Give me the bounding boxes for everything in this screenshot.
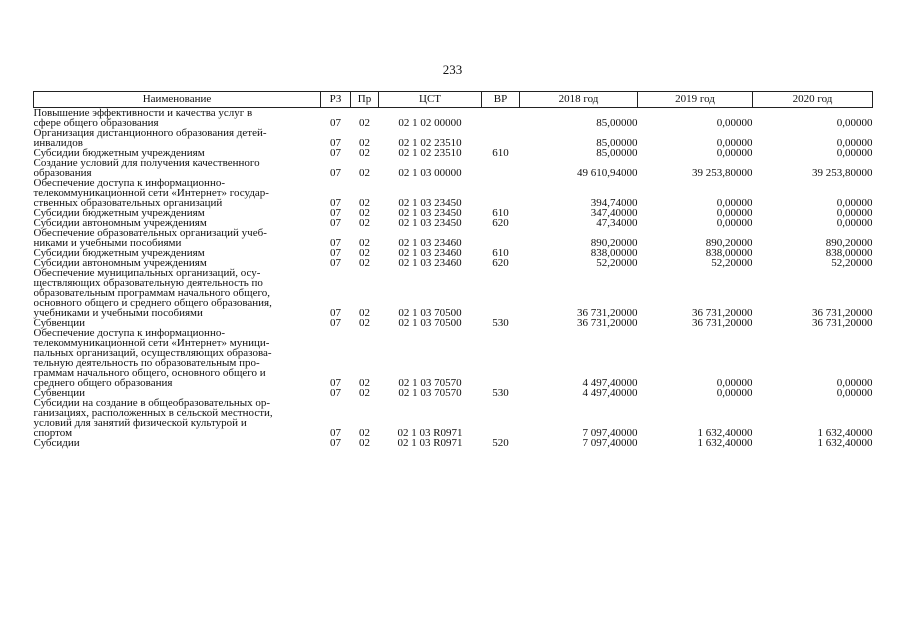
row-rz: 07 <box>330 437 341 449</box>
row-value-2020: 0,00000 <box>836 117 873 129</box>
table-row <box>34 328 873 388</box>
row-cst: 02 1 03 70570 <box>398 387 462 399</box>
row-cst: 02 1 03 70500 <box>398 307 462 319</box>
row-vr: 610 <box>492 247 509 259</box>
row-cst: 02 1 03 23460 <box>398 247 462 259</box>
row-rz: 07 <box>330 377 341 389</box>
row-value-2018: 47,34000 <box>596 217 638 229</box>
header-cst: ЦСТ <box>379 92 482 108</box>
row-name-line: Создание условий для получения качественного <box>33 157 260 169</box>
row-cst: 02 1 03 23450 <box>398 197 462 209</box>
row-name-line: Субсидии автономным учреждениям <box>33 217 207 229</box>
row-rz: 07 <box>330 307 341 319</box>
row-value-2018: 4 497,40000 <box>582 387 638 399</box>
row-value-2019: 0,00000 <box>716 137 753 149</box>
row-name-line: ганизациях, расположенных в сельской местности, <box>33 407 273 419</box>
row-value-2019: 39 253,80000 <box>692 167 753 179</box>
row-value-2018: 7 097,40000 <box>582 437 638 449</box>
row-name-line: Субсидии автономным учреждениям <box>33 257 207 269</box>
row-name-line: инвалидов <box>33 137 83 149</box>
row-cst: 02 1 03 70500 <box>398 317 462 329</box>
table-row <box>34 158 873 178</box>
row-value-2020: 1 632,40000 <box>817 437 873 449</box>
row-name-line: телекоммуникационной сети «Интернет» государ- <box>33 187 269 199</box>
header-2020: 2020 год <box>753 92 873 108</box>
row-value-2020: 0,00000 <box>836 137 873 149</box>
row-name-line: Субсидии бюджетным учреждениям <box>33 247 205 259</box>
row-name <box>34 438 321 448</box>
row-cst: 02 1 03 23460 <box>398 257 462 269</box>
row-rz: 07 <box>330 167 341 179</box>
row-value-2019: 890,20000 <box>705 237 753 249</box>
row-name-line: образовательным программам начального общего, <box>33 287 270 299</box>
table-row <box>34 228 873 248</box>
header-pr: Пр <box>351 92 379 108</box>
row-value-2020: 36 731,20000 <box>812 317 873 329</box>
row-value-2019: 0,00000 <box>716 377 753 389</box>
header-rz: РЗ <box>321 92 351 108</box>
row-cst: 02 1 02 23510 <box>398 137 462 149</box>
row-pr: 02 <box>359 137 370 149</box>
row-value-2019: 52,20000 <box>711 257 753 269</box>
row-name-line: граммам начального общего, основного общего и <box>33 367 266 379</box>
row-vr: 610 <box>492 207 509 219</box>
row-vr <box>482 328 520 388</box>
row-value-2018: 7 097,40000 <box>582 427 638 439</box>
row-value-2020: 0,00000 <box>836 197 873 209</box>
row-value-2019: 0,00000 <box>716 217 753 229</box>
row-pr: 02 <box>359 207 370 219</box>
row-pr: 02 <box>359 437 370 449</box>
row-name-line: Организация дистанционного образования детей- <box>33 127 267 139</box>
table-row <box>34 438 873 448</box>
table-row <box>34 108 873 129</box>
row-name-line: Обеспечение муниципальных организаций, осу- <box>33 267 261 279</box>
row-name-line: Субсидии бюджетным учреждениям <box>33 147 205 159</box>
row-value-2020: 0,00000 <box>836 207 873 219</box>
row-cst: 02 1 02 00000 <box>398 117 462 129</box>
row-value-2018: 347,40000 <box>590 207 638 219</box>
row-name <box>34 178 321 208</box>
row-name-line: тельную деятельность по образовательным про- <box>33 357 260 369</box>
row-value-2019: 0,00000 <box>716 147 753 159</box>
row-name <box>34 228 321 248</box>
row-cst: 02 1 03 00000 <box>398 167 462 179</box>
row-pr: 02 <box>359 237 370 249</box>
row-name-line: образования <box>33 167 92 179</box>
row-value-2019: 36 731,20000 <box>692 307 753 319</box>
row-value-2019: 838,00000 <box>705 247 753 259</box>
row-cst: 02 1 03 23460 <box>398 237 462 249</box>
row-rz: 07 <box>330 237 341 249</box>
row-cst: 02 1 03 23450 <box>398 217 462 229</box>
row-value-2019: 0,00000 <box>716 387 753 399</box>
row-cst: 02 1 03 R0971 <box>397 437 463 449</box>
row-name <box>34 328 321 388</box>
page-number: 233 <box>442 62 463 77</box>
row-pr: 02 <box>359 117 370 129</box>
row-value-2018: 890,20000 <box>590 237 638 249</box>
row-value-2020: 36 731,20000 <box>812 307 873 319</box>
table-row <box>34 128 873 148</box>
row-name-line: сфере общего образования <box>33 117 159 129</box>
row-name-line: Субвенции <box>33 317 86 329</box>
row-pr: 02 <box>359 427 370 439</box>
row-cst: 02 1 02 23510 <box>398 147 462 159</box>
row-value-2019: 1 632,40000 <box>697 427 753 439</box>
row-value-2019: 0,00000 <box>716 207 753 219</box>
row-value-2018: 4 497,40000 <box>582 377 638 389</box>
row-value-2018: 49 610,94000 <box>577 167 638 179</box>
row-name-line: Субвенции <box>33 387 86 399</box>
row-value-2019: 0,00000 <box>716 117 753 129</box>
row-value-2020: 838,00000 <box>825 247 873 259</box>
row-name <box>34 158 321 178</box>
row-vr <box>482 268 520 318</box>
row-pr: 02 <box>359 387 370 399</box>
row-pr: 02 <box>359 217 370 229</box>
row-rz: 07 <box>330 207 341 219</box>
row-value-2020: 890,20000 <box>825 237 873 249</box>
row-name <box>34 268 321 318</box>
row-vr <box>482 228 520 248</box>
row-value-2019: 0,00000 <box>716 197 753 209</box>
row-pr: 02 <box>359 167 370 179</box>
row-pr: 02 <box>359 377 370 389</box>
row-value-2018: 838,00000 <box>590 247 638 259</box>
row-cst: 02 1 03 70570 <box>398 377 462 389</box>
row-name-line: Субсидии <box>33 437 80 449</box>
row-vr: 530 <box>492 387 509 399</box>
row-name-line: никами и учебными пособиями <box>33 237 182 249</box>
row-vr <box>482 128 520 148</box>
row-vr: 620 <box>492 257 509 269</box>
row-pr: 02 <box>359 147 370 159</box>
row-vr <box>482 178 520 208</box>
row-name-line: телекоммуникационной сети «Интернет» муници- <box>33 337 270 349</box>
row-cst: 02 1 03 R0971 <box>397 427 463 439</box>
row-vr <box>482 108 520 129</box>
row-name-line: Обеспечение образовательных организаций учеб- <box>33 227 267 239</box>
row-rz: 07 <box>330 317 341 329</box>
row-value-2020: 0,00000 <box>836 387 873 399</box>
row-value-2018: 36 731,20000 <box>577 307 638 319</box>
row-value-2018: 52,20000 <box>596 257 638 269</box>
row-rz: 07 <box>330 197 341 209</box>
row-name-line: Обеспечение доступа к информационно- <box>33 177 225 189</box>
row-name-line: пальных организаций, осуществляющих образова- <box>33 347 272 359</box>
row-name-line: Субсидии на создание в общеобразовательных ор- <box>33 397 271 409</box>
row-value-2018: 85,00000 <box>596 137 638 149</box>
row-cst: 02 1 03 23450 <box>398 207 462 219</box>
row-value-2020: 39 253,80000 <box>812 167 873 179</box>
header-2018: 2018 год <box>520 92 638 108</box>
row-rz: 07 <box>330 137 341 149</box>
row-name <box>34 128 321 148</box>
row-vr: 520 <box>492 437 509 449</box>
row-name-line: спортом <box>33 427 73 439</box>
row-vr <box>482 398 520 438</box>
row-rz: 07 <box>330 217 341 229</box>
row-pr: 02 <box>359 197 370 209</box>
row-value-2020: 0,00000 <box>836 217 873 229</box>
row-pr: 02 <box>359 257 370 269</box>
row-pr: 02 <box>359 317 370 329</box>
row-value-2020: 1 632,40000 <box>817 427 873 439</box>
row-rz: 07 <box>330 147 341 159</box>
header-2019: 2019 год <box>638 92 753 108</box>
row-name <box>34 108 321 129</box>
row-value-2020: 52,20000 <box>831 257 873 269</box>
row-value-2018: 85,00000 <box>596 117 638 129</box>
row-pr: 02 <box>359 307 370 319</box>
row-value-2020: 0,00000 <box>836 377 873 389</box>
table-row <box>34 268 873 318</box>
row-name-line: Субсидии бюджетным учреждениям <box>33 207 205 219</box>
row-name-line: учебниками и учебными пособиями <box>33 307 203 319</box>
row-vr: 610 <box>492 147 509 159</box>
row-name-line: ственных образовательных организаций <box>33 197 223 209</box>
row-value-2019: 1 632,40000 <box>697 437 753 449</box>
budget-table <box>33 91 873 448</box>
row-rz: 07 <box>330 427 341 439</box>
table-body <box>34 108 873 449</box>
row-vr: 620 <box>492 217 509 229</box>
row-value-2018: 36 731,20000 <box>577 317 638 329</box>
row-value-2019: 36 731,20000 <box>692 317 753 329</box>
header-vr: ВР <box>482 92 520 108</box>
table-header-row <box>34 92 873 108</box>
row-name-line: ществляющих образовательную деятельность по <box>33 277 263 289</box>
table-row <box>34 398 873 438</box>
row-value-2020: 0,00000 <box>836 147 873 159</box>
row-rz: 07 <box>330 117 341 129</box>
row-name <box>34 398 321 438</box>
row-name-line: основного общего и среднего общего образования, <box>33 297 272 309</box>
header-name: Наименование <box>34 92 321 108</box>
row-vr <box>482 158 520 178</box>
row-value-2018: 394,74000 <box>590 197 638 209</box>
row-name-line: среднего общего образования <box>33 377 173 389</box>
row-name-line: Обеспечение доступа к информационно- <box>33 327 225 339</box>
row-name-line: Повышение эффективности и качества услуг в <box>33 107 253 119</box>
row-rz: 07 <box>330 247 341 259</box>
row-name-line: условий для занятий физической культурой и <box>33 417 247 429</box>
table-row <box>34 178 873 208</box>
row-rz: 07 <box>330 257 341 269</box>
row-vr: 530 <box>492 317 509 329</box>
row-pr: 02 <box>359 247 370 259</box>
row-rz: 07 <box>330 387 341 399</box>
row-value-2018: 85,00000 <box>596 147 638 159</box>
